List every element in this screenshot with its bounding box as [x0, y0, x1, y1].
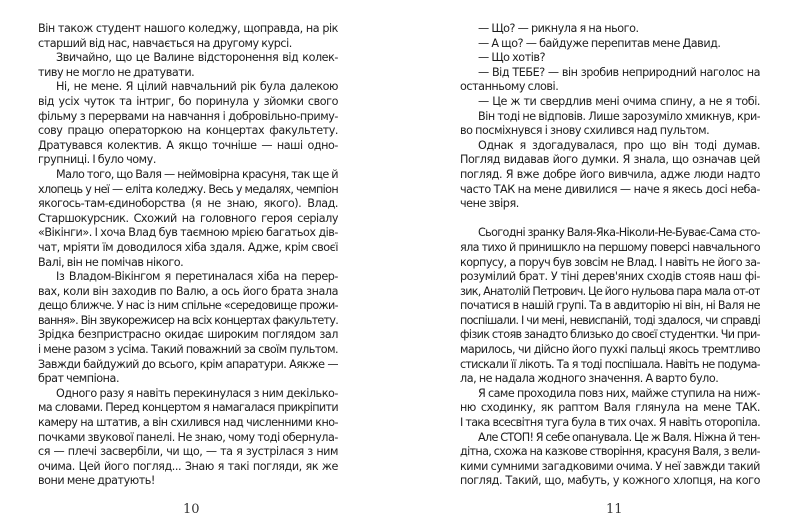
- text-line: розумілий брат. У тіні дерев'яних сходів стояв наш фі-: [460, 270, 760, 284]
- text-line: тиву не могло не дратувати.: [38, 65, 195, 79]
- text-line: старший від нас, навчається на другому курсі.: [38, 36, 292, 50]
- text-line: вах, коли він заходив по Валю, а ось його брата знала: [38, 284, 338, 298]
- text-line: очима. Цей його погляд... Знаю я такі погляди, як же: [38, 459, 338, 473]
- text-line: ла, не надала жодного значення. А варто було.: [460, 372, 719, 386]
- text-line: Звичайно, що це Валине відсторонення від колек-: [56, 51, 338, 65]
- text-line: ма словами. Перед концертом я намагалася прикріпити: [38, 401, 338, 415]
- text-line: Але СТОП! Я себе опанувала. Це ж Валя. Ніжна й тен-: [478, 430, 760, 444]
- text-line: — Що? — рикнула я на нього.: [478, 22, 639, 35]
- text-line: останньому слові.: [460, 80, 559, 94]
- text-line: марилось, чи дійсно його пухкі пальці якось тремтливо: [460, 343, 760, 357]
- text-line: яла тихо й принишкло на першому поверсі навчального: [460, 240, 760, 254]
- text-line: Із Владом-Вікінгом я перетиналася хіба на перер-: [56, 270, 338, 284]
- text-line: якогось-там-єдиноборства (я не знаю, якого). Влад.: [38, 197, 338, 211]
- text-line: дітна, схожа на казкове створіння, красуня Валя, з вели-: [460, 445, 760, 459]
- text-line: вони мене дратують!: [38, 474, 155, 488]
- text-line: і мене разом з усіма. Такий поважний за своїм пультом.: [38, 343, 338, 357]
- text-line: Він також студент нашого коледжу, щоправда, на рік: [38, 22, 338, 35]
- text-line: Я саме проходила повз них, майже ступила на ниж-: [478, 386, 760, 400]
- text-line: Старшокурсник. Схожий на головного героя серіалу: [38, 211, 338, 225]
- text-line: зик, Анатолій Петрович. Це його нульова пара мала от-от: [460, 284, 760, 298]
- text-line: вання». Він звукорежисер на всіх концертах факультету.: [38, 313, 338, 327]
- text-line: поспішали. І чи мені, невиспаній, тоді здалося, чи справді: [460, 313, 760, 327]
- text-line: — Від ТЕБЕ? — він зробив неприродний наголос на: [478, 65, 760, 79]
- text-line: Дратувався колектив. А якщо точніше — наші одно-: [38, 138, 338, 152]
- text-line: брат чемпіона.: [38, 372, 120, 386]
- text-line: погляд. Такий, що, мабуть, у кожного хлопця, на кого: [460, 474, 760, 488]
- text-line: Ні, не мене. Я цілий навчальний рік була далекою: [56, 80, 338, 94]
- text-line: ся — плечі засвербіли, чи що, — та я зустрілася з ним: [38, 445, 338, 459]
- text-line: Сьогодні зранку Валя-Яка-Ніколи-Не-Буває-Сама сто-: [478, 226, 760, 240]
- text-line: Одного разу я навіть перекинулася з ним декілько-: [56, 386, 338, 400]
- text-line: від усіх чуток та інтриг, бо поринула у зйомки свого: [38, 94, 338, 108]
- text-line: чене звіря.: [460, 197, 519, 211]
- text-line: камеру на штатив, а він схилився над численними кно-: [38, 416, 338, 430]
- right-page: [400, 0, 800, 531]
- text-line: — Це ж ти свердлив мені очима спину, а не я тобі.: [478, 94, 760, 108]
- text-line: Він тоді не відповів. Лише зарозуміло хмикнув, кри-: [478, 109, 760, 123]
- text-line: сову працю операторкою на концертах факультету.: [38, 124, 338, 138]
- text-line: фізик стояв занадто близько до своєї студентки. Чи при-: [460, 328, 760, 342]
- text-line: дещо ближче. У нас із ним спільне «середовище прожи-: [38, 299, 338, 313]
- text-line: І така всесвітня туга була в тих очах. Я навіть оторопіла.: [460, 416, 760, 430]
- text-line: Зрідка безпристрасно окидає широким поглядом зал: [38, 328, 338, 342]
- text-line: корпусу, а поруч був зовсім не Влад. І навіть не його за-: [460, 255, 760, 269]
- page-number: 10: [183, 502, 200, 517]
- text-line: часто ТАК на мене дивилися — наче я якесь досі неба-: [460, 182, 760, 196]
- text-line: во посміхнувся і знову схилився над пультом.: [460, 124, 710, 138]
- text-line: стискали її лікоть. Та я тоді поспішала. Навіть не подума-: [460, 357, 760, 371]
- text-line: чат, мріяти їм доводилося хіба здаля. Адже, крім своєї: [38, 240, 338, 254]
- right-page-text: [460, 22, 760, 489]
- text-line: Погляд видавав його думки. Я знала, що означав цей: [460, 153, 760, 167]
- text-line: Валі, він не помічав нікого.: [38, 255, 184, 269]
- text-line: погляд. Я вже добре його вивчила, адже люди надто: [460, 167, 760, 181]
- text-line: — А що? — байдуже перепитав мене Давид.: [478, 36, 721, 50]
- text-line: Однак я здогадувалася, про що він тоді думав.: [478, 138, 760, 152]
- text-line: початися в нашій групі. Та в авдиторію ні він, ні Валя не: [460, 299, 760, 313]
- text-line: Мало того, що Валя — неймовірна красуня, так ще й: [56, 167, 338, 181]
- text-line: почками звукової панелі. Не знаю, чому тоді обернула-: [38, 430, 338, 444]
- text-line: кими сумними загадковими очима. У неї завжди такий: [460, 459, 760, 473]
- blank-line: [460, 212, 760, 227]
- page-number: 11: [606, 502, 623, 517]
- text-line: фільму з перервами на навчання і добровільно-приму-: [38, 109, 338, 123]
- text-line: «Вікінги». І хоча Влад був таємною мрією багатьох дів-: [38, 226, 338, 240]
- text-line: — Що хотів?: [478, 51, 546, 65]
- text-line: групниці. І було чому.: [38, 153, 156, 167]
- left-page-text: [38, 22, 338, 489]
- text-line: хлопець у неї — еліта коледжу. Весь у медалях, чемпіон: [38, 182, 338, 196]
- text-line: Завжди байдужий до всього, крім апаратури. Аякже —: [38, 357, 338, 371]
- text-line: ню сходинку, як раптом Валя глянула на мене ТАК.: [460, 401, 760, 415]
